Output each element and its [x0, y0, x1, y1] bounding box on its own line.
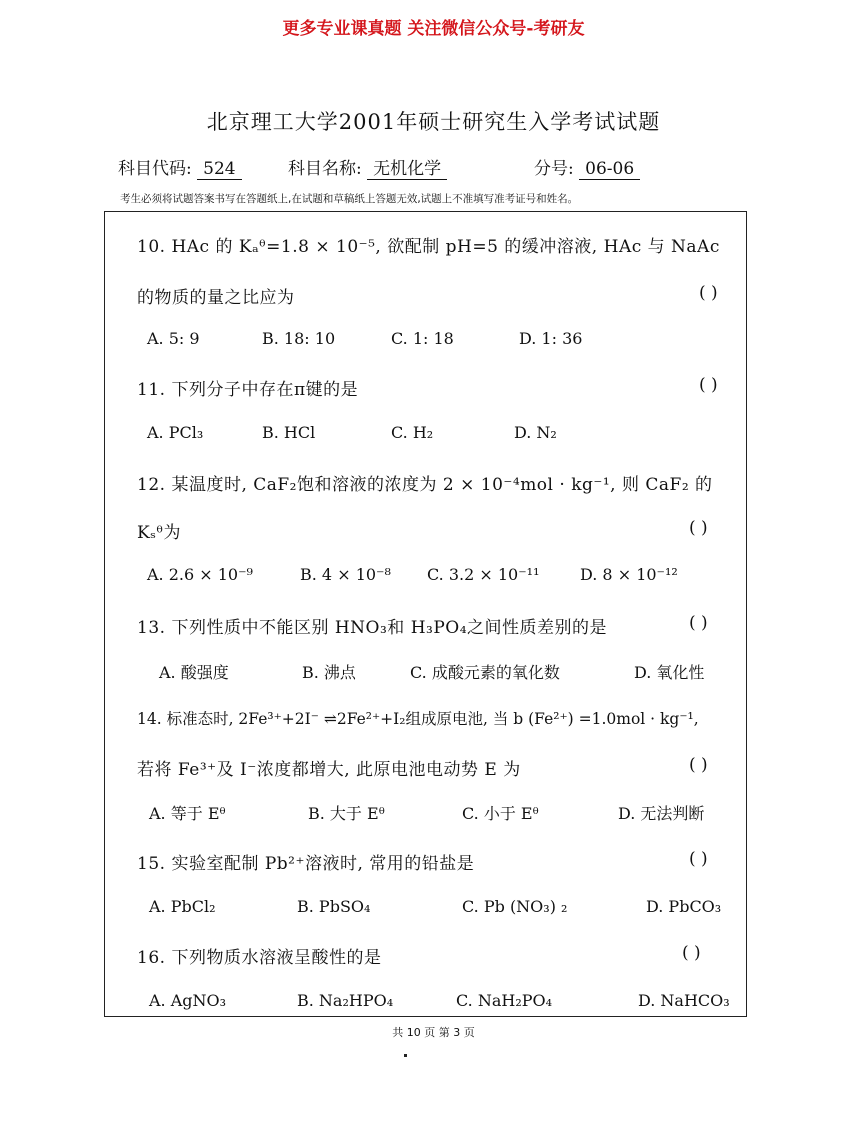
question-14-option-b: B. 大于 Eᶿ	[308, 804, 385, 823]
question-11-option-d: D. N₂	[514, 423, 557, 442]
question-10-option-b: B. 18: 10	[262, 329, 336, 348]
question-12-option-c: C. 3.2 × 10⁻¹¹	[427, 565, 540, 584]
question-13-option-c: C. 成酸元素的氧化数	[410, 663, 560, 682]
question-16-option-d: D. NaHCO₃	[638, 991, 730, 1010]
subject-name-value: 无机化学	[367, 159, 447, 180]
subject-code-value: 524	[197, 159, 241, 180]
question-10-option-c: C. 1: 18	[391, 329, 454, 348]
question-15-option-a: A. PbCl₂	[149, 897, 216, 916]
subject-name	[288, 154, 447, 180]
question-15-option-d: D. PbCO₃	[646, 897, 722, 916]
question-14-answer-blank: ( )	[689, 755, 708, 775]
question-16-answer-blank: ( )	[682, 943, 701, 963]
question-14-line2: 若将 Fe³⁺及 I⁻浓度都增大, 此原电池电动势 E 为	[137, 760, 521, 780]
question-13-line1: 13. 下列性质中不能区别 HNO₃和 H₃PO₄之间性质差别的是	[137, 618, 608, 638]
question-13-option-a: A. 酸强度	[159, 663, 229, 682]
question-12-line1: 12. 某温度时, CaF₂饱和溶液的浓度为 2 × 10⁻⁴mol · kg⁻¹, 则 CaF₂ 的	[137, 475, 713, 495]
question-11-option-c: C. H₂	[391, 423, 434, 442]
part-number	[534, 154, 640, 180]
subject-name-label: 科目名称:	[288, 159, 362, 179]
question-13-option-d: D. 氧化性	[634, 663, 705, 682]
question-10-option-a: A. 5: 9	[147, 329, 200, 348]
question-11-option-b: B. HCl	[262, 423, 316, 442]
part-number-label: 分号:	[534, 159, 574, 179]
question-11-answer-blank: ( )	[699, 375, 718, 395]
question-15-option-b: B. PbSO₄	[297, 897, 371, 916]
question-12-answer-blank: ( )	[689, 518, 708, 538]
question-13-answer-blank: ( )	[689, 613, 708, 633]
question-10-line2: 的物质的量之比应为	[137, 288, 295, 308]
question-11-line1: 11. 下列分子中存在π键的是	[137, 380, 359, 400]
question-14-option-d: D. 无法判断	[618, 804, 705, 823]
question-12-option-d: D. 8 × 10⁻¹²	[580, 565, 678, 584]
question-16-line1: 16. 下列物质水溶液呈酸性的是	[137, 948, 382, 968]
question-16-option-c: C. NaH₂PO₄	[456, 991, 553, 1010]
question-12-option-a: A. 2.6 × 10⁻⁹	[147, 565, 253, 584]
question-16-option-a: A. AgNO₃	[149, 991, 227, 1010]
question-14-line1: 14. 标准态时, 2Fe³⁺+2I⁻ ⇌2Fe²⁺+I₂组成原电池, 当 b (Fe²⁺) =1.0mol · kg⁻¹,	[137, 710, 699, 728]
question-14-option-c: C. 小于 Eᶿ	[462, 804, 539, 823]
question-15-answer-blank: ( )	[689, 849, 708, 869]
question-11-option-a: A. PCl₃	[147, 423, 204, 442]
question-15-option-c: C. Pb (NO₃) ₂	[462, 897, 568, 916]
question-14-option-a: A. 等于 Eᶿ	[149, 804, 226, 823]
promo-banner: 更多专业课真题 关注微信公众号-考研友	[282, 19, 585, 39]
question-12-line2: Kₛᶿ为	[137, 523, 181, 543]
question-10-answer-blank: ( )	[699, 283, 718, 303]
subject-code	[118, 154, 242, 180]
page-footer: 共 10 页 第 3 页	[392, 1026, 475, 1039]
question-12-option-b: B. 4 × 10⁻⁸	[300, 565, 391, 584]
question-16-option-b: B. Na₂HPO₄	[297, 991, 394, 1010]
part-number-value: 06-06	[579, 159, 640, 180]
question-15-line1: 15. 实验室配制 Pb²⁺溶液时, 常用的铅盐是	[137, 854, 475, 874]
scan-speck	[404, 1054, 407, 1057]
question-10-line1: 10. HAc 的 Kₐᶿ=1.8 × 10⁻⁵, 欲配制 pH=5 的缓冲溶液, HAc 与 NaAc	[137, 237, 720, 257]
exam-notice: 考生必须将试题答案书写在答题纸上,在试题和草稿纸上答题无效,试题上不准填写准考证号和姓名。	[120, 193, 579, 205]
subject-code-label: 科目代码:	[118, 159, 192, 179]
exam-title: 北京理工大学2001年硕士研究生入学考试试题	[206, 110, 661, 134]
question-13-option-b: B. 沸点	[302, 663, 356, 682]
question-10-option-d: D. 1: 36	[519, 329, 583, 348]
